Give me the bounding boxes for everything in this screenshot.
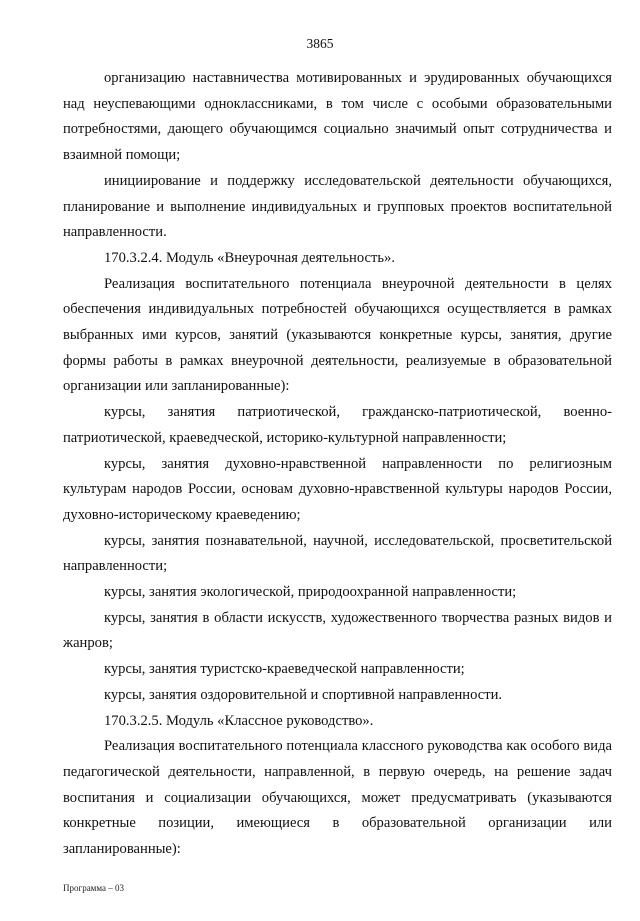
paragraph-extracurricular-intro: Реализация воспитательного потенциала внеурочной деятельности в целях обеспечения индивидуальных потребностей обучающихся осуществляется в рамках выбранных ими курсов, занятий (указываются конкретные курсы, занятия, другие формы работы в рамках внеурочной деятельности, реализуемые в образовательной организации или запланированные): [63, 275, 612, 395]
paragraph-mentoring: организацию наставничества мотивированных и эрудированных обучающихся над неуспевающими одноклассниками, в том числе с особыми образовательными потребностями, дающего обучающимся социально значимый опыт сотрудничества и взаимной помощи; [63, 70, 612, 164]
document-body [63, 66, 612, 863]
page-footer: Программа – 03 [63, 883, 125, 893]
list-item-spiritual-moral: курсы, занятия духовно-нравственной направленности по религиозным культурам народов России, основам духовно-нравственной культуры народов России, духовно-историческому краеведению; [63, 455, 612, 523]
page-number: 3865 [306, 36, 334, 51]
paragraph-research-initiation: инициирование и поддержку исследовательской деятельности обучающихся, планирование и выполнение индивидуальных и групповых проектов воспитательной направленности. [63, 172, 612, 241]
list-item-patriotic: курсы, занятия патриотической, гражданско-патриотической, военно-патриотической, краеведческой, историко-культурной направленности; [63, 404, 612, 446]
section-heading-class-guidance: 170.3.2.5. Модуль «Классное руководство». [104, 712, 374, 729]
list-item-tourism: курсы, занятия туристско-краеведческой направленности; [104, 661, 465, 678]
paragraph-class-guidance-intro: Реализация воспитательного потенциала классного руководства как особого вида педагогической деятельности, направленной, в первую очередь, на решение задач воспитания и социализации обучающихся, может предусматривать (указываются конкретные позиции, имеющиеся в образовательной организации или запланированные): [63, 738, 612, 858]
section-heading-extracurricular: 170.3.2.4. Модуль «Внеурочная деятельность». [104, 249, 395, 266]
list-item-arts: курсы, занятия в области искусств, художественного творчества разных видов и жанров; [63, 609, 612, 652]
list-item-ecological: курсы, занятия экологической, природоохранной направленности; [104, 584, 517, 601]
list-item-cognitive: курсы, занятия познавательной, научной, исследовательской, просветительской направленности; [63, 532, 612, 575]
list-item-sports: курсы, занятия оздоровительной и спортивной направленности. [104, 686, 503, 703]
